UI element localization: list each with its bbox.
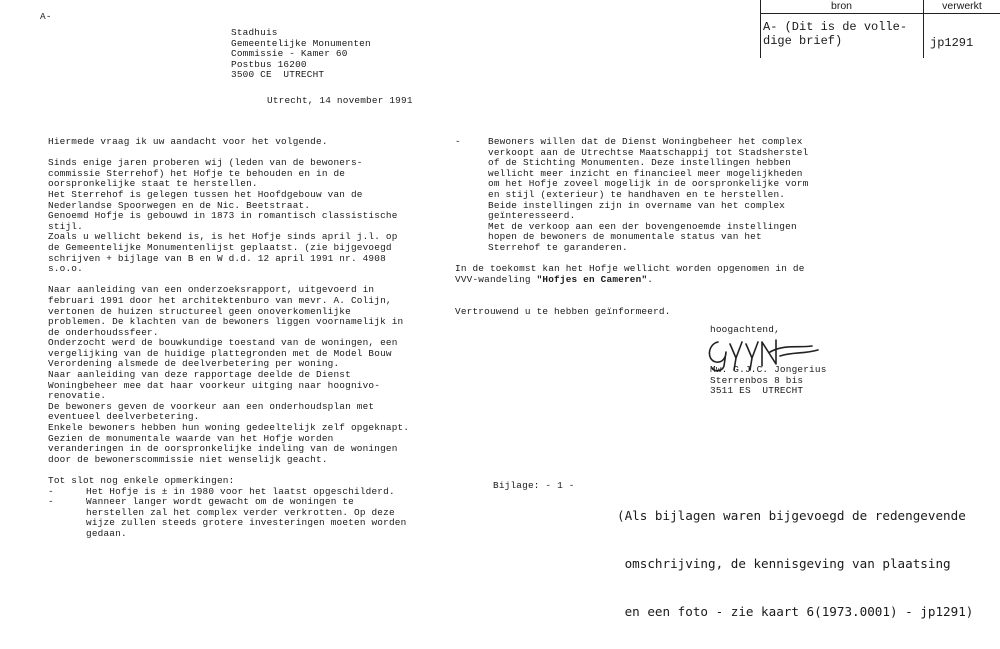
stamp-source-value: [763, 20, 907, 48]
bullet-item: [455, 137, 855, 254]
archive-note-line: (Als bijlagen waren bijgevoegd de redengevende: [617, 508, 966, 523]
text-line: februari 1991 door het architektenburo van mevr. A. Colijn,: [48, 294, 392, 306]
signer-street: Sterrenbos 8 bis: [710, 374, 804, 386]
bullet-line: of de Stichting Monumenten. Deze instellingen hebben: [488, 157, 791, 169]
closing-intro: Tot slot nog enkele opmerkingen:: [48, 475, 235, 486]
bullet-line: Het Hofje is ± in 1980 voor het laatst opgeschilderd.: [86, 485, 395, 497]
stamp-border-left: [760, 0, 761, 58]
text-line: door de bewonerscommissie niet wenselijk geacht.: [48, 453, 328, 465]
left-column: [48, 137, 448, 540]
text-line: Sinds enige jaren proberen wij (leden van de bewoners-: [48, 157, 363, 169]
text-line: Woningbeheer mee dat haar voorkeur uitging naar hoognivo-: [48, 379, 381, 391]
text-line: de onderhoudssfeer.: [48, 326, 159, 338]
text-line: commissie Sterrehof) het Hofje te behouden en in de: [48, 167, 346, 179]
text-line: renovatie.: [48, 390, 107, 402]
stamp-source-line: dige brief): [763, 34, 843, 48]
bullet-line: en stijl (exterieur) te handhaven en te herstellen.: [488, 188, 786, 200]
text-line: Zoals u wellicht bekend is, is het Hofje sinds april j.l. op: [48, 231, 398, 243]
attachment-line: Bijlage: - 1 -: [493, 480, 575, 491]
walking-tour-name: "Hofjes en Cameren": [536, 273, 648, 285]
bullet-dash: -: [48, 485, 54, 497]
archive-note-line: en een foto - zie kaart 6(1973.0001) - jp1291): [617, 604, 974, 619]
address-line: Postbus 16200: [231, 58, 307, 70]
text-line: Enkele bewoners hebben hun woning gedeeltelijk zelf opgeknapt.: [48, 422, 410, 434]
bullet-line: geïnteresseerd.: [488, 210, 576, 222]
bullet-line: Wanneer langer wordt gewacht om de woningen te: [86, 496, 354, 508]
bullet-line: wijze zullen steeds grotere investeringen moeten worden: [86, 517, 407, 529]
text-line: Gezien de monumentale waarde van het Hofje worden: [48, 432, 334, 444]
bullet-line: Met de verkoop aan een der bovengenoemde instellingen: [488, 220, 797, 232]
paragraph-report: [48, 285, 448, 465]
text-line: schrijven + bijlage van B en W d.d. 12 april 1991 nr. 4908: [48, 252, 386, 264]
archive-stamp: [760, 0, 1000, 58]
stamp-processed-value: jp1291: [930, 36, 974, 50]
paragraph-sterrehof: [48, 158, 448, 275]
text-line: Nederlandse Spoorwegen en de Nic. Beetstraat.: [48, 199, 311, 211]
text-line: Naar aanleiding van deze rapportage deelde de Dienst: [48, 369, 351, 381]
future-line-2: [455, 275, 855, 286]
signer-name: Mw. G.J.C. Jongerius: [710, 364, 827, 375]
bullet-line: hopen de bewoners de monumentale status van het: [488, 231, 762, 243]
intro-line: Hiermede vraag ik uw aandacht voor het volgende.: [48, 136, 328, 147]
text-line: de Gemeentelijke Monumentenlijst geplaatst. (zie bijgevoegd: [48, 241, 392, 253]
text-line: oorspronkelijke staat te herstellen.: [48, 178, 258, 190]
text-line: Genoemd Hofje is gebouwd in 1873 in romantisch classistische: [48, 210, 398, 222]
text-line: vergelijking van de huidige plattegronden met de Model Bouw: [48, 347, 392, 359]
address-block: [231, 28, 371, 81]
text-line: s.o.o.: [48, 263, 83, 275]
address-line: Stadhuis: [231, 27, 278, 38]
text-line: problemen. De klachten van de bewoners liggen voornamelijk in: [48, 316, 404, 328]
stamp-source-line: A- (Dit is de volle-: [763, 20, 908, 34]
archive-note-line: omschrijving, de kennisgeving van plaatsing: [617, 556, 951, 571]
bullet-item: [48, 497, 448, 539]
future-line: In de toekomst kan het Hofje wellicht worden opgenomen in de: [455, 263, 805, 275]
stamp-divider: [923, 0, 924, 58]
text-line: Naar aanleiding van een onderzoeksrapport, uitgevoerd in: [48, 284, 375, 296]
letter-date: Utrecht, 14 november 1991: [267, 95, 413, 106]
bullet-dash: -: [48, 496, 54, 508]
stamp-header-processed: verwerkt: [924, 0, 1000, 14]
text-line: De bewoners geven de voorkeur aan een onderhoudsplan met: [48, 400, 375, 412]
right-column: [455, 137, 855, 317]
text-line: veranderingen in de oorspronkelijke indeling van de woningen: [48, 443, 398, 455]
address-line: 3500 CE UTRECHT: [231, 69, 325, 81]
text-line: Verordening alsmede de deelverbetering per woning.: [48, 358, 340, 370]
bullet-line: wellicht meer inzicht en financieel meer mogelijkheden: [488, 167, 803, 179]
signer-city: 3511 ES UTRECHT: [710, 385, 804, 397]
future-line-prefix: VVV-wandeling: [455, 273, 537, 285]
text-line: vertonen de huizen structureel geen onoverkomenlijke: [48, 305, 351, 317]
bullet-line: gedaan.: [86, 527, 127, 539]
greeting: hoogachtend,: [710, 324, 780, 335]
corner-mark: A-: [40, 11, 52, 22]
stamp-header-source: bron: [760, 0, 923, 14]
text-line: eventueel deelverbetering.: [48, 411, 200, 423]
bullet-line: om het Hofje zoveel mogelijk in de oorspronkelijke vorm: [488, 178, 809, 190]
archive-note: [617, 476, 973, 636]
bullet-line: verkoopt aan de Utrechtse Maatschappij tot Stadsherstel: [488, 146, 809, 158]
bullet-line: Bewoners willen dat de Dienst Woningbeheer het complex: [488, 136, 803, 147]
informed-line: Vertrouwend u te hebben geïnformeerd.: [455, 305, 671, 317]
text-line: Het Sterrehof is gelegen tussen het Hoofdgebouw van de: [48, 188, 363, 200]
address-line: Commissie - Kamer 60: [231, 48, 348, 60]
address-line: Gemeentelijke Monumenten: [231, 37, 371, 49]
text-line: stijl.: [48, 220, 83, 232]
bullet-line: Beide instellingen zijn in overname van het complex: [488, 199, 786, 211]
future-line-suffix: .: [647, 273, 654, 285]
signature-block: [710, 365, 827, 397]
text-line: Onderzocht werd de bouwkundige toestand van de woningen, een: [48, 337, 398, 349]
bullet-line: herstellen zal het complex verder verkrotten. Op deze: [86, 506, 395, 518]
bullet-line: Sterrehof te garanderen.: [488, 241, 628, 253]
bullet-dash: -: [455, 136, 461, 147]
